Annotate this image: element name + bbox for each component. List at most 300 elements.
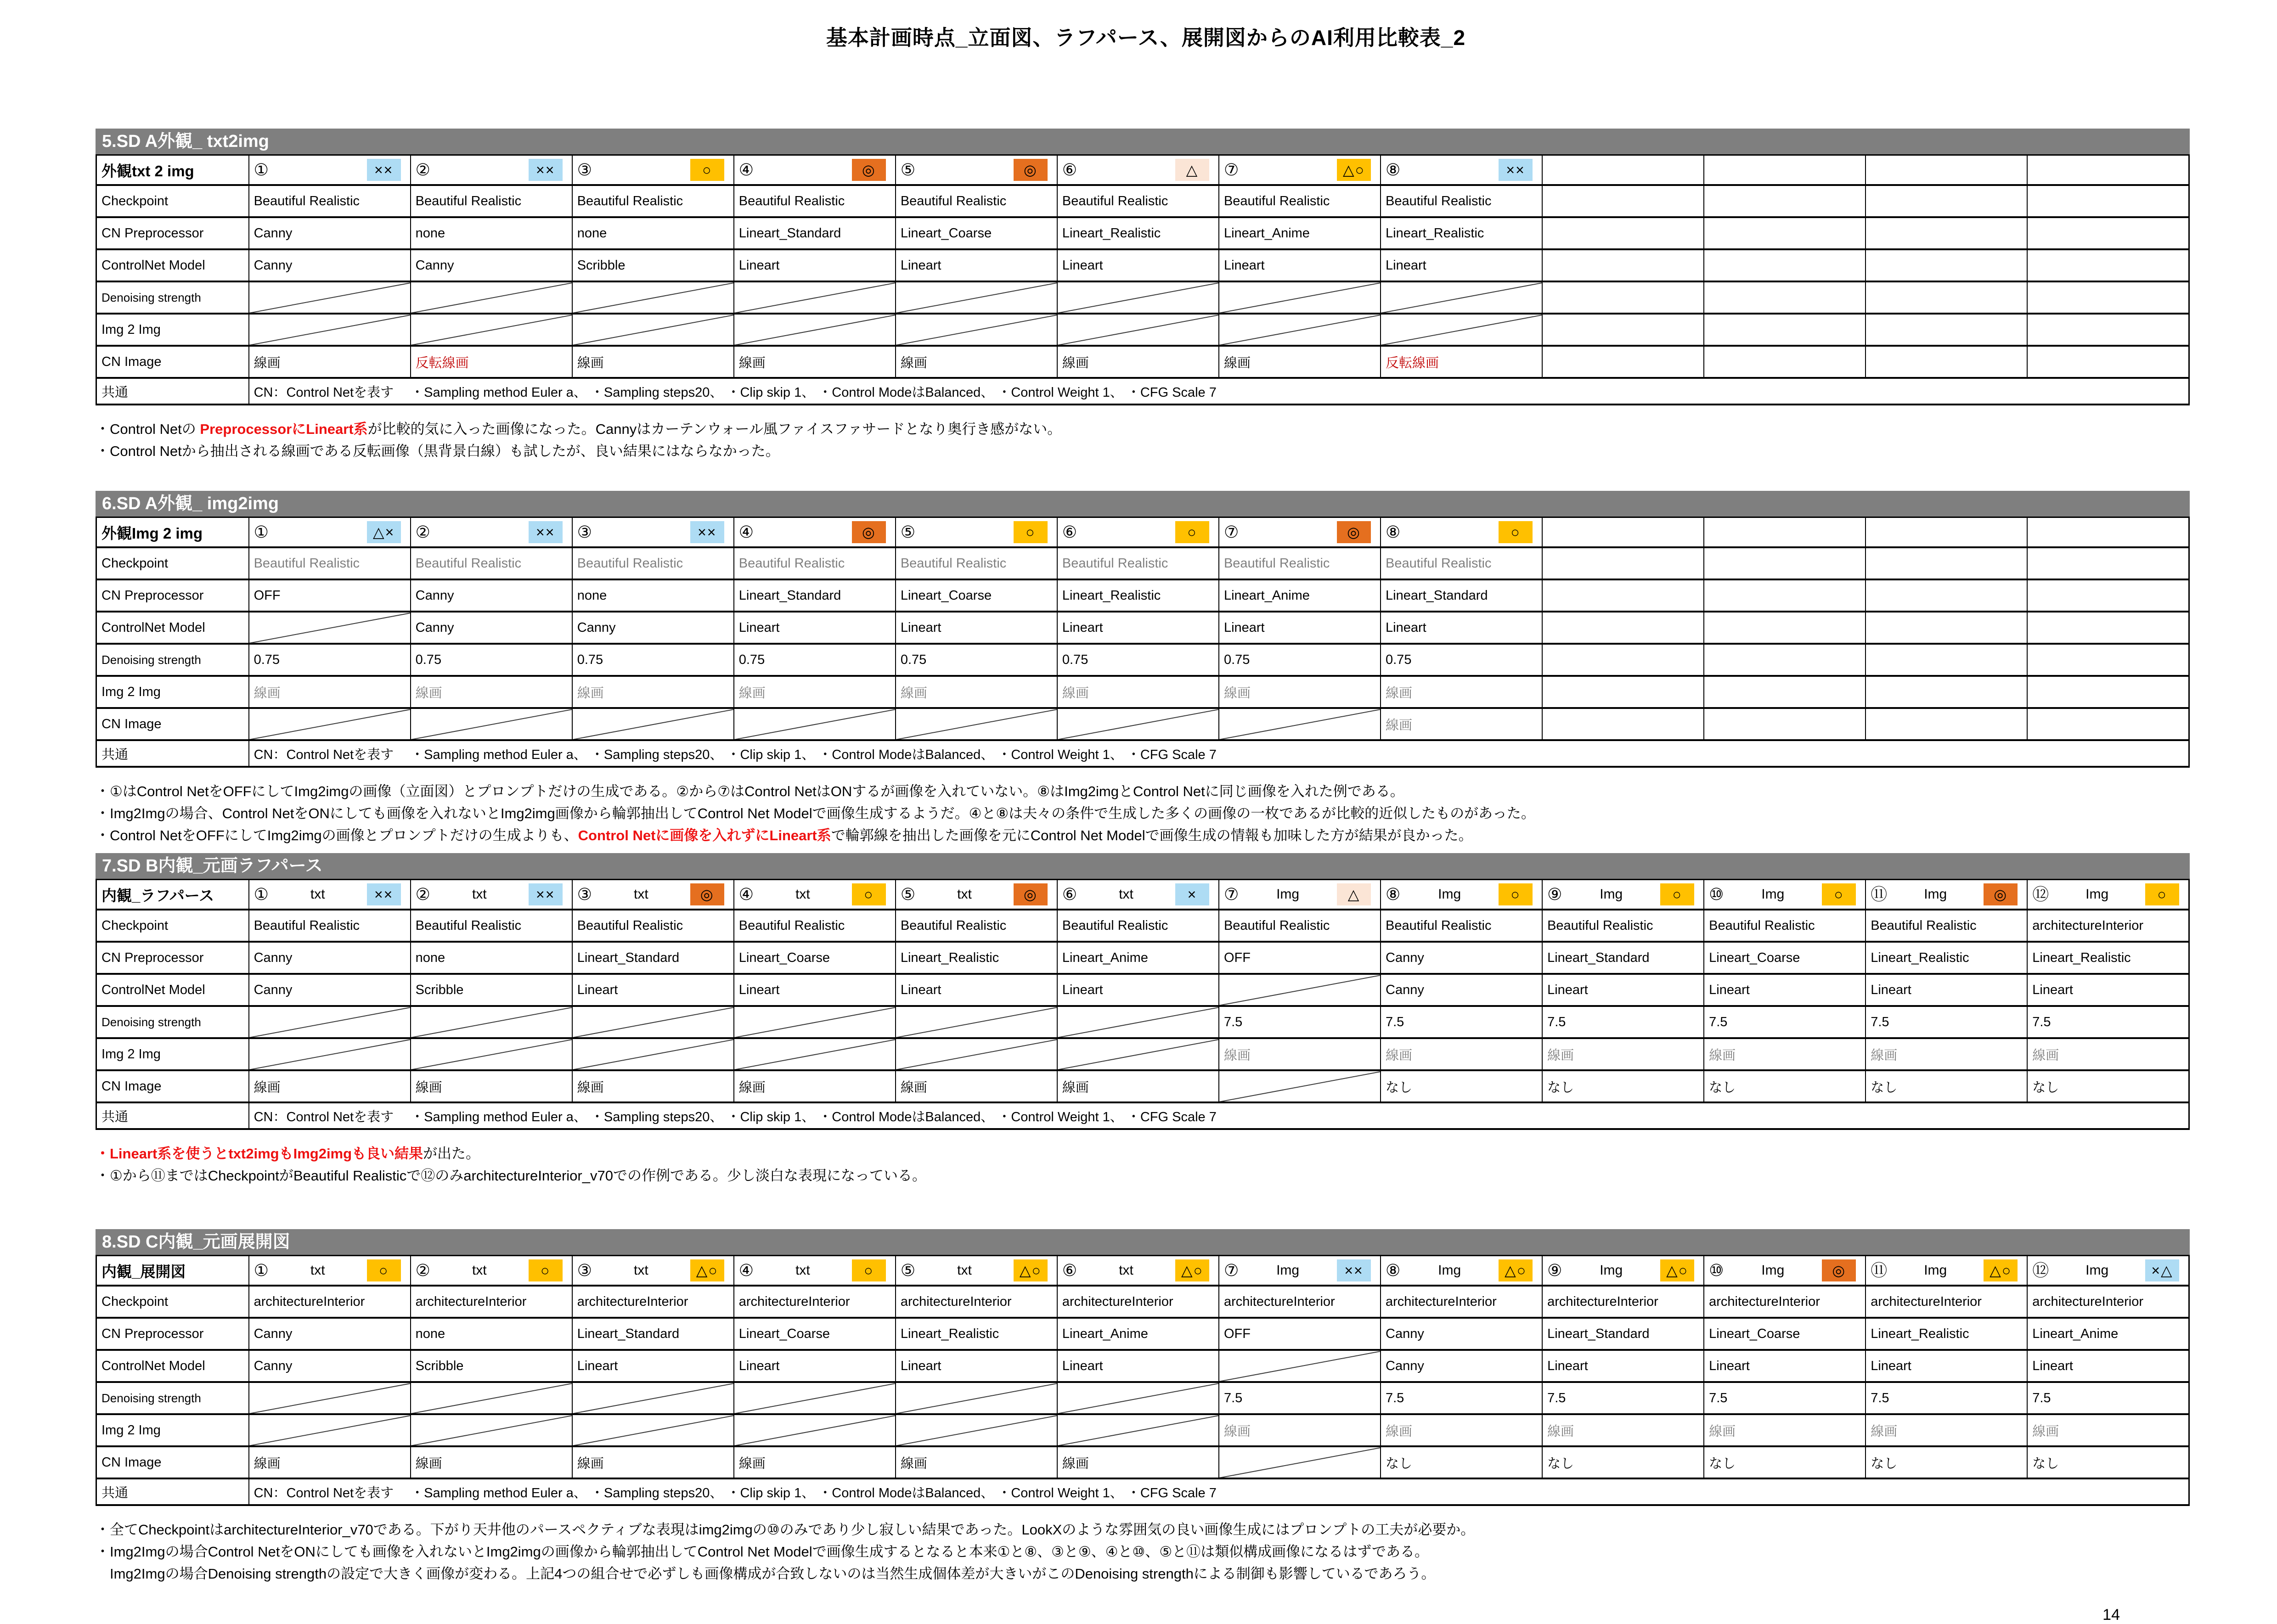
table-cell xyxy=(1057,1006,1219,1038)
rating-mark: ○ xyxy=(1175,521,1209,543)
table-cell: architectureInterior xyxy=(896,1286,1057,1318)
column-number: ⑤ xyxy=(900,1261,916,1280)
table-cell xyxy=(572,1038,734,1070)
section-title-bar: 8.SD C内観_元画展開図 xyxy=(96,1229,2190,1255)
table-row xyxy=(96,1070,2189,1102)
table-cell: 7.5 xyxy=(1381,1382,1542,1414)
table-cell: Beautiful Realistic xyxy=(1057,185,1219,217)
table-cell xyxy=(1542,217,1704,249)
column-header-content xyxy=(254,1256,406,1285)
table-cell: Lineart_Realistic xyxy=(896,942,1057,974)
note-text: ・Control NetをOFFにしてImg2imgの画像とプロンプトだけの生成よりも、 xyxy=(96,827,578,843)
rating-mark: △× xyxy=(367,521,401,543)
column-number: ① xyxy=(254,885,269,904)
table-cell: 7.5 xyxy=(1704,1382,1866,1414)
table-cell xyxy=(249,1006,411,1038)
column-number: ⑧ xyxy=(1386,885,1401,904)
table-cell xyxy=(1704,644,1866,676)
column-type-label: txt xyxy=(957,887,972,902)
column-header-content xyxy=(1871,156,2022,184)
table-cell: architectureInterior xyxy=(1219,1286,1381,1318)
column-header-content xyxy=(254,518,406,546)
table-cell: なし xyxy=(1704,1446,1866,1478)
table-cell xyxy=(1704,612,1866,644)
table-cell xyxy=(1704,185,1866,217)
column-number: ④ xyxy=(738,523,754,541)
column-type-label: txt xyxy=(634,1263,648,1278)
table-header-label: 外観txt 2 img xyxy=(96,155,249,185)
column-header-cell xyxy=(734,1256,896,1286)
notes-block xyxy=(96,418,2190,462)
table-cell: なし xyxy=(2027,1446,2189,1478)
table-cell: Beautiful Realistic xyxy=(1057,910,1219,942)
note-text: Img2Imgの場合Denoising strengthの設定で大きく画像が変わる。上記4つの組合せで必ずしも画像構成が合致しないのは当然生成個体差が大きいがこのDenoising strengthによる制御も影響しているであろう。 xyxy=(96,1566,1436,1582)
table-cell xyxy=(411,281,572,314)
column-number: ⑥ xyxy=(1062,1261,1077,1280)
table-cell xyxy=(1704,708,1866,740)
column-header-content xyxy=(577,1256,729,1285)
table-cell xyxy=(896,1382,1057,1414)
column-number: ② xyxy=(415,160,430,179)
column-header-cell xyxy=(896,517,1057,548)
column-header-cell xyxy=(896,880,1057,910)
column-number: ③ xyxy=(577,160,592,179)
table-cell: Canny xyxy=(1381,1350,1542,1382)
column-header-cell xyxy=(2027,517,2189,548)
rating-mark: △○ xyxy=(1984,1259,2018,1281)
table-row xyxy=(96,249,2189,281)
table-cell: OFF xyxy=(1219,1318,1381,1350)
table-cell: OFF xyxy=(1219,942,1381,974)
column-header-content xyxy=(901,1256,1052,1285)
column-type-label: txt xyxy=(310,1263,325,1278)
common-settings-text: CN：Control Netを表す ・Sampling method Euler a、 ・Sampling steps20、 ・Clip skip 1、 ・Control ModeはBalanced、 ・Control Weight 1、 ・CFG Scale 7 xyxy=(249,378,2189,405)
comparison-table xyxy=(96,1255,2190,1506)
table-cell xyxy=(249,612,411,644)
table-cell xyxy=(896,281,1057,314)
table-cell: 線画 xyxy=(572,1446,734,1478)
table-cell: 線画 xyxy=(2027,1414,2189,1446)
column-header-cell xyxy=(1057,1256,1219,1286)
table-cell xyxy=(1704,281,1866,314)
table-cell: Lineart_Anime xyxy=(1057,942,1219,974)
note-highlight: ・Lineart系を使うとtxt2imgもImg2imgも良い結果 xyxy=(96,1146,423,1162)
table-cell: 線画 xyxy=(1219,1038,1381,1070)
column-type-label: txt xyxy=(472,887,487,902)
column-header-content xyxy=(1547,880,1699,909)
rating-mark: △ xyxy=(1337,883,1371,905)
column-header-content xyxy=(1224,156,1375,184)
column-header-cell xyxy=(249,1256,411,1286)
column-number: ⑪ xyxy=(1871,1261,1888,1280)
note-text: ・全てCheckpointはarchitectureInterior_v70である。下がり天井他のパースペクティブな表現はimg2imgの⑩のみであり少し寂しい結果であった。LookXのような雰囲気の良い画像生成にはプロンプトの工夫が必要か。 xyxy=(96,1522,1475,1538)
column-header-content xyxy=(1224,1256,1375,1285)
table-cell xyxy=(1219,314,1381,346)
column-number: ① xyxy=(254,1261,269,1280)
column-number: ⑧ xyxy=(1386,1261,1401,1280)
column-header-cell xyxy=(572,517,734,548)
table-cell xyxy=(1219,1446,1381,1478)
table-cell: Lineart xyxy=(1542,974,1704,1006)
table-cell: 線画 xyxy=(1704,1038,1866,1070)
table-cell xyxy=(1542,346,1704,378)
table-cell xyxy=(1542,281,1704,314)
row-label: Denoising strength xyxy=(96,281,249,314)
note-line xyxy=(96,1563,2190,1585)
column-header-cell xyxy=(1542,517,1704,548)
table-cell: Beautiful Realistic xyxy=(572,547,734,579)
table-cell: 7.5 xyxy=(2027,1382,2189,1414)
table-cell xyxy=(2027,547,2189,579)
column-header-content xyxy=(1871,1256,2022,1285)
table-cell xyxy=(2027,612,2189,644)
rating-mark: ×× xyxy=(529,521,563,543)
column-header-content xyxy=(1386,156,1537,184)
table-cell: architectureInterior xyxy=(1866,1286,2027,1318)
page-title: 基本計画時点_立面図、ラフパース、展開図からのAI利用比較表_2 xyxy=(826,26,1466,50)
table-cell: Scribble xyxy=(411,1350,572,1382)
table-row xyxy=(96,1286,2189,1318)
table-cell xyxy=(734,1414,896,1446)
column-header-cell xyxy=(1542,880,1704,910)
rating-mark: ×△ xyxy=(2145,1259,2179,1281)
section-title-bar: 5.SD A外観_ txt2img xyxy=(96,129,2190,154)
row-label: CN Image xyxy=(96,1446,249,1478)
table-cell: architectureInterior xyxy=(1704,1286,1866,1318)
note-text: が出た。 xyxy=(423,1146,480,1162)
column-number: ③ xyxy=(577,885,592,904)
table-cell: なし xyxy=(1866,1446,2027,1478)
table-row xyxy=(96,974,2189,1006)
rating-mark: ◎ xyxy=(852,521,886,543)
note-text: ・①はControl NetをOFFにしてImg2imgの画像（立面図）とプロンプトだけの生成である。②から⑦はControl NetはONするが画像を入れていない。⑧はImg2imgとControl Netに同じ画像を入れた例である。 xyxy=(96,783,1404,799)
table-cell: Lineart xyxy=(572,974,734,1006)
column-number: ⑥ xyxy=(1062,160,1077,179)
table-cell xyxy=(896,314,1057,346)
table-cell: 線画 xyxy=(1704,1414,1866,1446)
table-cell xyxy=(572,1382,734,1414)
column-header-cell xyxy=(2027,1256,2189,1286)
column-header-cell xyxy=(249,880,411,910)
column-header-content xyxy=(577,518,729,546)
column-header-cell xyxy=(896,1256,1057,1286)
row-label: Checkpoint xyxy=(96,185,249,217)
table-cell xyxy=(1219,974,1381,1006)
column-header-content xyxy=(577,880,729,909)
table-cell: Beautiful Realistic xyxy=(1542,910,1704,942)
note-line xyxy=(96,825,2190,847)
table-cell: 線画 xyxy=(1219,346,1381,378)
column-header-cell xyxy=(1057,517,1219,548)
table-cell: Lineart xyxy=(1057,612,1219,644)
table-cell: Lineart_Anime xyxy=(1219,579,1381,612)
table-cell xyxy=(1057,1038,1219,1070)
table-cell: Lineart_Anime xyxy=(2027,1318,2189,1350)
column-header-content xyxy=(1062,1256,1214,1285)
table-cell: 線画 xyxy=(1381,1414,1542,1446)
table-cell: 線画 xyxy=(734,1070,896,1102)
table-cell xyxy=(734,1382,896,1414)
column-header-cell xyxy=(1866,155,2027,185)
table-cell xyxy=(411,314,572,346)
column-header-cell xyxy=(249,517,411,548)
table-cell: architectureInterior xyxy=(411,1286,572,1318)
table-cell xyxy=(1219,281,1381,314)
table-cell: Lineart_Standard xyxy=(572,942,734,974)
column-header-content xyxy=(1709,518,1860,546)
table-cell: 線画 xyxy=(249,346,411,378)
table-cell xyxy=(1704,314,1866,346)
table-cell: 7.5 xyxy=(1542,1006,1704,1038)
table-cell: Lineart xyxy=(1704,974,1866,1006)
column-header-content xyxy=(1547,518,1699,546)
rating-mark: ○ xyxy=(690,159,724,181)
column-header-cell xyxy=(1381,880,1542,910)
column-number: ⑩ xyxy=(1709,885,1724,904)
table-cell: Canny xyxy=(1381,1318,1542,1350)
table-row xyxy=(96,547,2189,579)
common-row-label: 共通 xyxy=(96,1102,249,1129)
common-settings-row xyxy=(96,740,2189,767)
column-header-content xyxy=(1871,518,2022,546)
column-header-content xyxy=(2032,880,2184,909)
row-label: CN Preprocessor xyxy=(96,1318,249,1350)
table-cell: Lineart_Realistic xyxy=(2027,942,2189,974)
note-line xyxy=(96,1519,2190,1541)
table-cell xyxy=(1542,249,1704,281)
rating-mark: ×× xyxy=(367,883,401,905)
table-cell xyxy=(1542,579,1704,612)
table-cell: 線画 xyxy=(1381,708,1542,740)
table-cell: Lineart xyxy=(1219,249,1381,281)
column-number: ⑦ xyxy=(1223,523,1239,541)
table-cell: Scribble xyxy=(572,249,734,281)
column-header-cell xyxy=(1057,155,1219,185)
rating-mark: ○ xyxy=(1014,521,1048,543)
table-cell: なし xyxy=(1866,1070,2027,1102)
table-cell: Lineart_Realistic xyxy=(1866,942,2027,974)
table-row xyxy=(96,1414,2189,1446)
table-row xyxy=(96,314,2189,346)
column-header-content xyxy=(416,880,567,909)
table-cell: Lineart xyxy=(734,974,896,1006)
table-cell: Lineart_Coarse xyxy=(1704,1318,1866,1350)
table-cell xyxy=(734,314,896,346)
column-header-cell xyxy=(2027,155,2189,185)
column-header-content xyxy=(254,156,406,184)
notes-block xyxy=(96,1519,2190,1585)
rating-mark: ◎ xyxy=(852,159,886,181)
column-number: ⑥ xyxy=(1062,523,1077,541)
table-cell: 0.75 xyxy=(896,644,1057,676)
table-cell xyxy=(1057,1414,1219,1446)
table-cell: Beautiful Realistic xyxy=(249,910,411,942)
column-type-label: Img xyxy=(1761,1263,1785,1278)
table-cell: Lineart_Standard xyxy=(734,217,896,249)
row-label: ControlNet Model xyxy=(96,249,249,281)
column-header-cell xyxy=(411,155,572,185)
table-cell: 線画 xyxy=(1381,676,1542,708)
table-cell xyxy=(2027,281,2189,314)
note-highlight: Control Netに画像を入れずにLineart系 xyxy=(578,827,831,843)
table-cell: architectureInterior xyxy=(2027,1286,2189,1318)
table-cell: 線画 xyxy=(572,676,734,708)
table-cell: Lineart xyxy=(1381,249,1542,281)
common-settings-row xyxy=(96,378,2189,405)
common-row-label: 共通 xyxy=(96,740,249,767)
rating-mark: ○ xyxy=(852,1259,886,1281)
table-cell: 線画 xyxy=(1219,1414,1381,1446)
table-row xyxy=(96,910,2189,942)
note-text: ・Control Netから抽出される線画である反転画像（黒背景白線）も試したが、良い結果にはならなかった。 xyxy=(96,443,780,459)
column-number: ③ xyxy=(577,523,592,541)
row-label: Checkpoint xyxy=(96,547,249,579)
table-cell: Beautiful Realistic xyxy=(572,185,734,217)
table-cell xyxy=(1542,314,1704,346)
table-cell xyxy=(411,1006,572,1038)
table-cell: 線画 xyxy=(734,1446,896,1478)
table-cell xyxy=(572,1414,734,1446)
table-cell: 線画 xyxy=(896,346,1057,378)
table-cell: 線画 xyxy=(896,1070,1057,1102)
rating-mark: △ xyxy=(1175,159,1209,181)
table-cell: Beautiful Realistic xyxy=(1381,910,1542,942)
column-type-label: Img xyxy=(2085,887,2109,902)
note-line xyxy=(96,1143,2190,1165)
column-number: ① xyxy=(254,160,269,179)
rating-mark: ◎ xyxy=(1337,521,1371,543)
table-cell xyxy=(2027,579,2189,612)
note-highlight: PreprocessorにLineart系 xyxy=(200,421,368,437)
note-line xyxy=(96,418,2190,440)
column-number: ⑦ xyxy=(1223,1261,1239,1280)
table-row xyxy=(96,346,2189,378)
column-header-content xyxy=(1709,156,1860,184)
table-cell xyxy=(896,1006,1057,1038)
column-number: ⑤ xyxy=(900,160,916,179)
table-cell: Canny xyxy=(249,217,411,249)
table-cell: architectureInterior xyxy=(1381,1286,1542,1318)
table-cell xyxy=(249,281,411,314)
comparison-table xyxy=(96,154,2190,405)
table-cell: 7.5 xyxy=(1866,1006,2027,1038)
table-cell: Lineart_Standard xyxy=(1542,1318,1704,1350)
common-settings-text: CN：Control Netを表す ・Sampling method Euler a、 ・Sampling steps20、 ・Clip skip 1、 ・Control ModeはBalanced、 ・Control Weight 1、 ・CFG Scale 7 xyxy=(249,1478,2189,1505)
note-text: が比較的気に入った画像になった。Cannyはカーテンウォール風ファイスファサードとなり奥行き感がない。 xyxy=(367,421,1062,437)
column-header-cell xyxy=(734,155,896,185)
table-cell: Canny xyxy=(1381,942,1542,974)
table-cell xyxy=(1866,676,2027,708)
column-header-cell xyxy=(411,517,572,548)
table-cell xyxy=(411,708,572,740)
table-cell: 0.75 xyxy=(249,644,411,676)
column-number: ⑦ xyxy=(1223,885,1239,904)
rating-mark: ×× xyxy=(690,521,724,543)
column-header-cell xyxy=(1381,517,1542,548)
table-cell: Beautiful Realistic xyxy=(734,547,896,579)
table-cell: なし xyxy=(1542,1446,1704,1478)
column-header-content xyxy=(1062,880,1214,909)
table-cell: Lineart_Coarse xyxy=(896,579,1057,612)
column-header-cell xyxy=(896,155,1057,185)
rating-mark: ○ xyxy=(1660,883,1694,905)
row-label: CN Image xyxy=(96,708,249,740)
table-cell xyxy=(734,281,896,314)
section-title-bar: 6.SD A外観_ img2img xyxy=(96,491,2190,517)
column-header-content xyxy=(1386,880,1537,909)
table-cell: Beautiful Realistic xyxy=(249,185,411,217)
notes-block xyxy=(96,781,2190,847)
table-cell: Scribble xyxy=(411,974,572,1006)
table-cell: 線画 xyxy=(1057,346,1219,378)
table-cell: Lineart_Coarse xyxy=(1704,942,1866,974)
table-row xyxy=(96,217,2189,249)
table-cell: 線画 xyxy=(1866,1038,2027,1070)
table-cell xyxy=(1704,217,1866,249)
row-label: ControlNet Model xyxy=(96,612,249,644)
table-cell xyxy=(2027,708,2189,740)
table-cell xyxy=(1704,346,1866,378)
column-number: ⑤ xyxy=(900,885,916,904)
column-header-content xyxy=(416,518,567,546)
table-cell: Lineart_Anime xyxy=(1057,1318,1219,1350)
column-header-content xyxy=(901,880,1052,909)
table-cell xyxy=(249,314,411,346)
table-row xyxy=(96,676,2189,708)
column-header-cell xyxy=(249,155,411,185)
table-cell: Lineart xyxy=(1704,1350,1866,1382)
column-header-cell xyxy=(1219,880,1381,910)
table-cell: 線画 xyxy=(1542,1038,1704,1070)
table-cell: Beautiful Realistic xyxy=(1057,547,1219,579)
table-cell: Lineart xyxy=(896,612,1057,644)
table-cell: 0.75 xyxy=(1381,644,1542,676)
column-header-content xyxy=(2032,156,2184,184)
table-cell: 線画 xyxy=(1542,1414,1704,1446)
table-row xyxy=(96,1038,2189,1070)
table-cell: なし xyxy=(1542,1070,1704,1102)
row-label: ControlNet Model xyxy=(96,974,249,1006)
table-cell: 線画 xyxy=(411,1446,572,1478)
rating-mark: ○ xyxy=(367,1259,401,1281)
table-cell: 7.5 xyxy=(1704,1006,1866,1038)
column-header-cell xyxy=(2027,880,2189,910)
table-cell: 線画 xyxy=(249,676,411,708)
table-cell xyxy=(1866,612,2027,644)
table-cell: 線画 xyxy=(1057,676,1219,708)
column-number: ⑫ xyxy=(2032,885,2049,904)
column-header-content xyxy=(577,156,729,184)
table-cell: Beautiful Realistic xyxy=(1219,547,1381,579)
table-cell: Lineart xyxy=(572,1350,734,1382)
column-header-content xyxy=(739,518,891,546)
table-header-label: 内観_展開図 xyxy=(96,1256,249,1286)
table-cell xyxy=(734,1006,896,1038)
column-header-cell xyxy=(1704,517,1866,548)
table-cell xyxy=(1057,314,1219,346)
table-cell: Beautiful Realistic xyxy=(734,910,896,942)
table-cell xyxy=(249,708,411,740)
rating-mark: △○ xyxy=(1337,159,1371,181)
column-header-cell xyxy=(1542,1256,1704,1286)
table-cell xyxy=(1866,314,2027,346)
rating-mark: ○ xyxy=(2145,883,2179,905)
table-row xyxy=(96,942,2189,974)
row-label: CN Preprocessor xyxy=(96,942,249,974)
table-cell: なし xyxy=(1381,1070,1542,1102)
column-header-content xyxy=(2032,1256,2184,1285)
table-cell xyxy=(249,1382,411,1414)
